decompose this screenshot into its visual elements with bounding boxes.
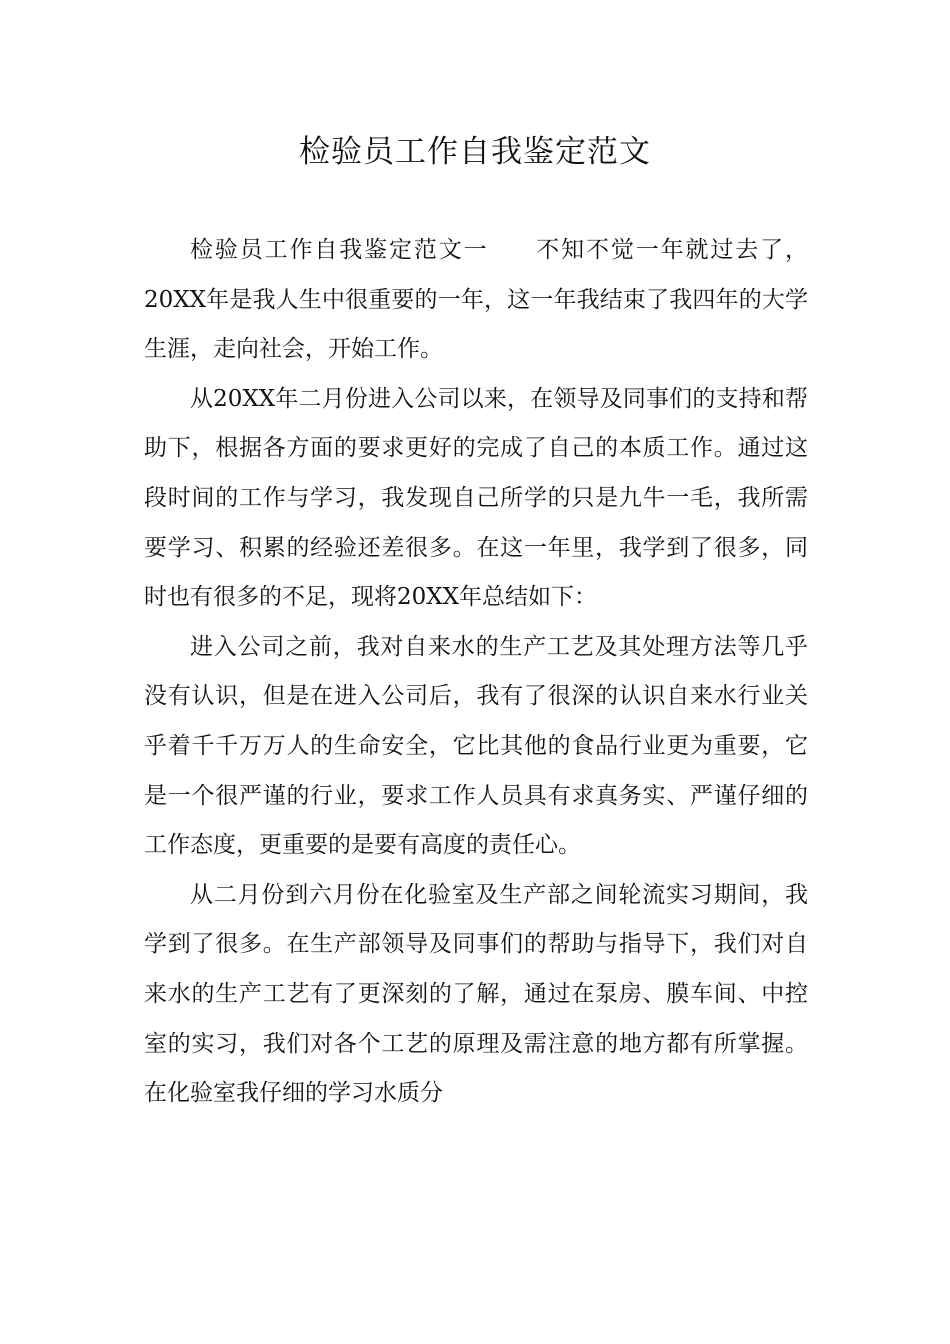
- paragraph-1-text: 不知不觉一年就过去了，20XX年是我人生中很重要的一年，这一年我结束了我四年的大学生涯，走向社会，开始工作。: [144, 237, 809, 363]
- document-body: [144, 226, 808, 1119]
- paragraph-1-lead: 检验员工作自我鉴定范文一: [190, 237, 489, 263]
- paragraph-3: 进入公司之前，我对自来水的生产工艺及其处理方法等几乎没有认识，但是在进入公司后，我有了很深的认识自来水行业关乎着千千万万人的生命安全，它比其他的食品行业更为重要，它是一个很严谨的行业，要求工作人员具有求真务实、严谨仔细的工作态度，更重要的是要有高度的责任心。: [144, 633, 808, 859]
- paragraph-2: 从20XX年二月份进入公司以来，在领导及同事们的支持和帮助下，根据各方面的要求更好的完成了自己的本质工作。通过这段时间的工作与学习，我发现自己所学的只是九牛一毛，我所需要学习、积累的经验还差很多。在这一年里，我学到了很多，同时也有很多的不足，现将20XX年总结如下：: [144, 385, 808, 611]
- paragraph-1: [144, 226, 808, 375]
- document-title: 检验员工作自我鉴定范文: [299, 134, 651, 170]
- paragraph-4: 从二月份到六月份在化验室及生产部之间轮流实习期间，我学到了很多。在生产部领导及同事们的帮助与指导下，我们对自来水的生产工艺有了更深刻的了解，通过在泵房、膜车间、中控室的实习，我们对各个工艺的原理及需注意的地方都有所掌握。在化验室我仔细的学习水质分: [144, 881, 808, 1107]
